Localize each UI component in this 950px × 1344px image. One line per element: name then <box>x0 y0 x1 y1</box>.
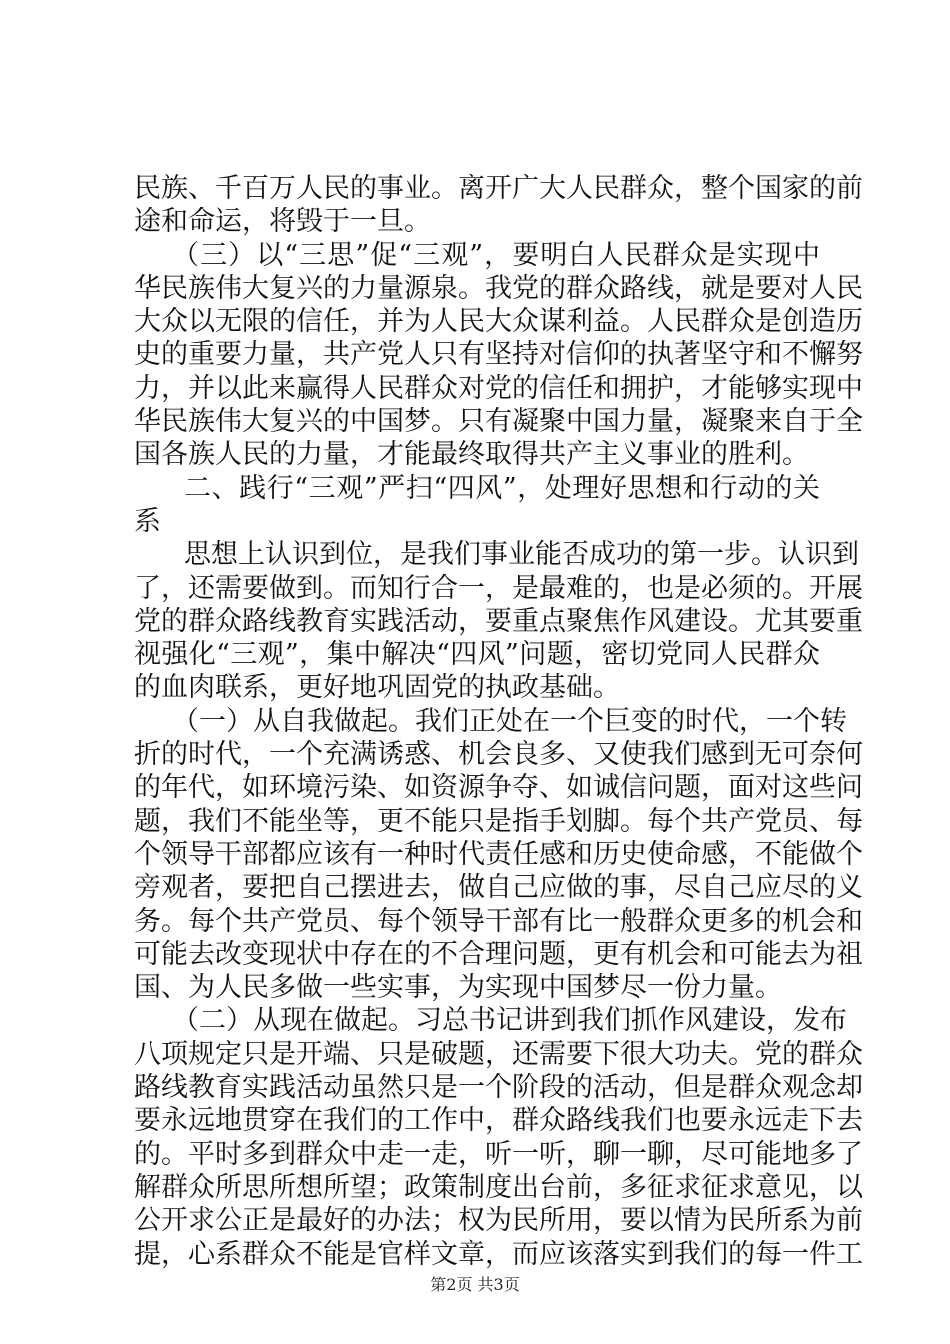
text-line: 折的时代，一个充满诱惑、机会良多、又使我们感到无可奈何 <box>134 739 863 771</box>
text-line: 的。平时多到群众中走一走，听一听，聊一聊，尽可能地多了 <box>134 1138 863 1170</box>
text-line: 华民族伟大复兴的力量源泉。我党的群众路线，就是要对人民 <box>134 272 863 304</box>
section-heading: 二、践行“三观”严扫“四风”，处理好思想和行动的关 <box>184 472 820 504</box>
text-line: 思想上认识到位，是我们事业能否成功的第一步。认识到 <box>184 539 859 571</box>
document-body <box>134 172 863 1271</box>
page-number-footer: 第2页 共3页 <box>430 1275 520 1294</box>
text-line: （三）以“三思”促“三观”，要明白人民群众是实现中 <box>172 239 820 271</box>
text-line: 个领导干部都应该有一种时代责任感和历史使命感，不能做个 <box>134 838 863 870</box>
text-line: 解群众所思所想所望；政策制度出台前，多征求征求意见，以 <box>134 1171 863 1203</box>
text-line: 国、为人民多做一些实事，为实现中国梦尽一份力量。 <box>134 972 782 1004</box>
text-line: （一）从自我做起。我们正处在一个巨变的时代，一个转 <box>172 705 847 737</box>
text-line: 公开求公正是最好的办法；权为民所用，要以情为民所系为前 <box>134 1205 863 1237</box>
text-line: （二）从现在做起。习总书记讲到我们抓作风建设，发布 <box>172 1005 847 1037</box>
text-line: 途和命运，将毁于一旦。 <box>134 206 431 238</box>
text-line: 党的群众路线教育实践活动，要重点聚焦作风建设。尤其要重 <box>134 605 863 637</box>
text-line: 的年代，如环境污染、如资源争夺、如诚信问题，面对这些问 <box>134 772 863 804</box>
text-line: 了，还需要做到。而知行合一，是最难的，也是必须的。开展 <box>134 572 863 604</box>
text-line: 史的重要力量，共产党人只有坚持对信仰的执著坚守和不懈努 <box>134 339 863 371</box>
text-line: 力，并以此来赢得人民群众对党的信任和拥护，才能够实现中 <box>134 372 863 404</box>
text-line: 题，我们不能坐等，更不能只是指手划脚。每个共产党员、每 <box>134 805 863 837</box>
text-line: 国各族人民的力量，才能最终取得共产主义事业的胜利。 <box>134 439 809 471</box>
text-line: 提，心系群众不能是官样文章，而应该落实到我们的每一件工 <box>134 1238 863 1270</box>
text-line: 八项规定只是开端、只是破题，还需要下很大功夫。党的群众 <box>134 1038 863 1070</box>
text-line: 可能去改变现状中存在的不合理问题，更有机会和可能去为祖 <box>134 938 863 970</box>
text-line: 大众以无限的信任，并为人民大众谋利益。人民群众是创造历 <box>134 306 863 338</box>
text-line: 务。每个共产党员、每个领导干部有比一般群众更多的机会和 <box>134 905 863 937</box>
text-line: 视强化“三观”，集中解决“四风”问题，密切党同人民群众 <box>134 639 820 671</box>
text-line: 民族、千百万人民的事业。离开广大人民群众，整个国家的前 <box>134 173 863 204</box>
text-line: 路线教育实践活动虽然只是一个阶段的活动，但是群众观念却 <box>134 1072 863 1104</box>
text-line: 华民族伟大复兴的中国梦。只有凝聚中国力量，凝聚来自于全 <box>134 406 863 438</box>
text-line: 的血肉联系，更好地巩固党的执政基础。 <box>134 672 620 704</box>
text-line: 旁观者，要把自己摆进去，做自己应做的事，尽自己应尽的义 <box>134 872 863 904</box>
text-line: 要永远地贯穿在我们的工作中，群众路线我们也要永远走下去 <box>134 1105 863 1137</box>
section-heading: 系 <box>134 505 161 537</box>
